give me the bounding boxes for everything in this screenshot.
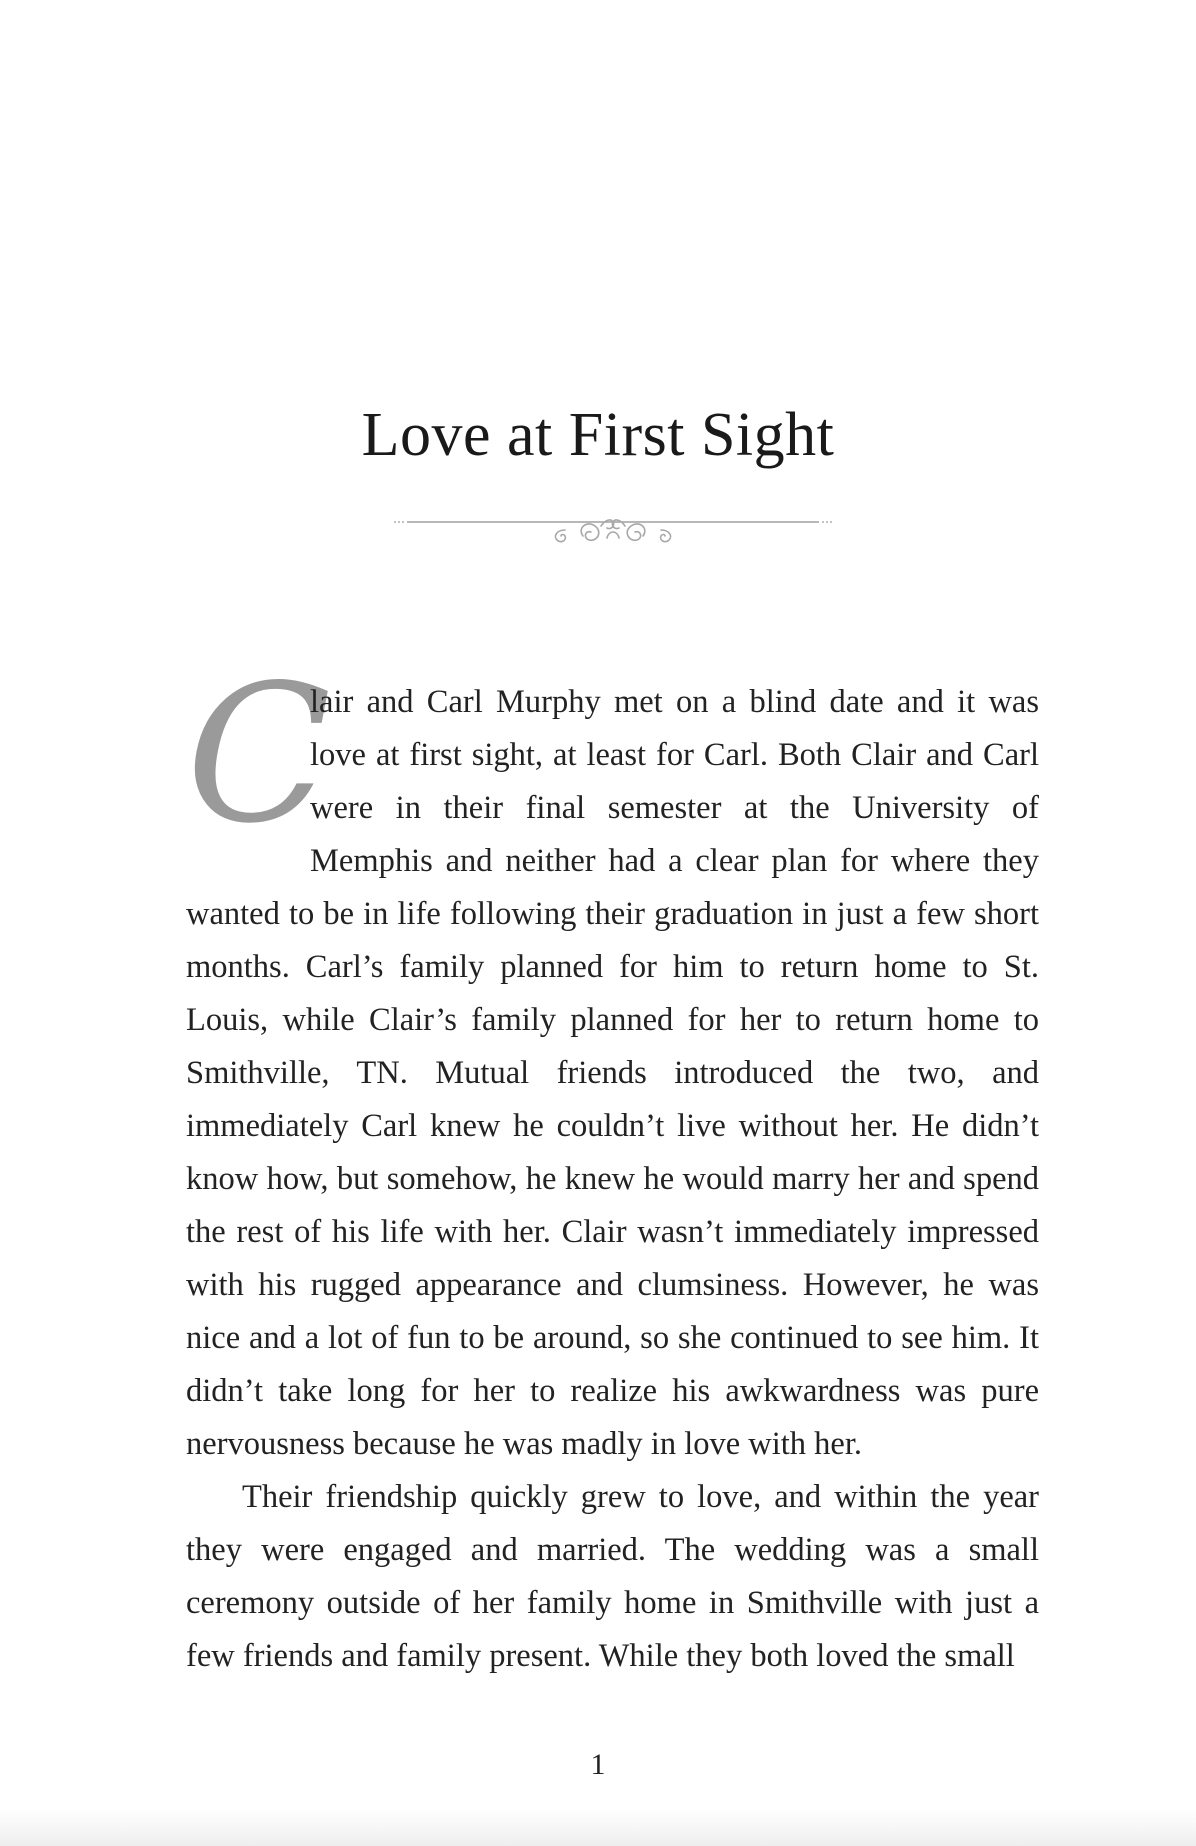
title-divider-ornament (393, 508, 833, 552)
body-paragraph (186, 1471, 1039, 1683)
paragraph-text: lair and Carl Murphy met on a blind date and it was love at first sight, at least for Carl. Both Clair and Carl were in their final semester at the University of Memphis and neither had a clear plan for where they wanted to be in life following their graduation in just a few short months. Carl’s family planned for him to return home to St. Louis, while Clair’s family planned for her to return home to Smithville, TN. Mutual friends introduced the two, and immediately Carl knew he couldn’t live without her. He didn’t know how, but somehow, he knew he would marry her and spend the rest of his life with her. Clair wasn’t immediately impressed with his rugged appearance and clumsiness. However, he was nice and a lot of fun to be around, so she continued to see him. It didn’t take long for her to realize his awkwardness was pure nervousness because he was madly in love with her. (186, 684, 1039, 1462)
page-bottom-edge (0, 1810, 1196, 1846)
body-paragraph (186, 644, 1039, 1471)
chapter-body (186, 644, 1039, 1683)
paragraph-text: Their friendship quickly grew to love, and within the year they were engaged and married. The wedding was a small ceremony outside of her family home in Smithville with just a few friends and family present. While they both loved the small (186, 1479, 1039, 1674)
page-number: 1 (590, 1748, 606, 1781)
chapter-title: Love at First Sight (361, 401, 835, 469)
drop-cap: C (186, 644, 332, 865)
